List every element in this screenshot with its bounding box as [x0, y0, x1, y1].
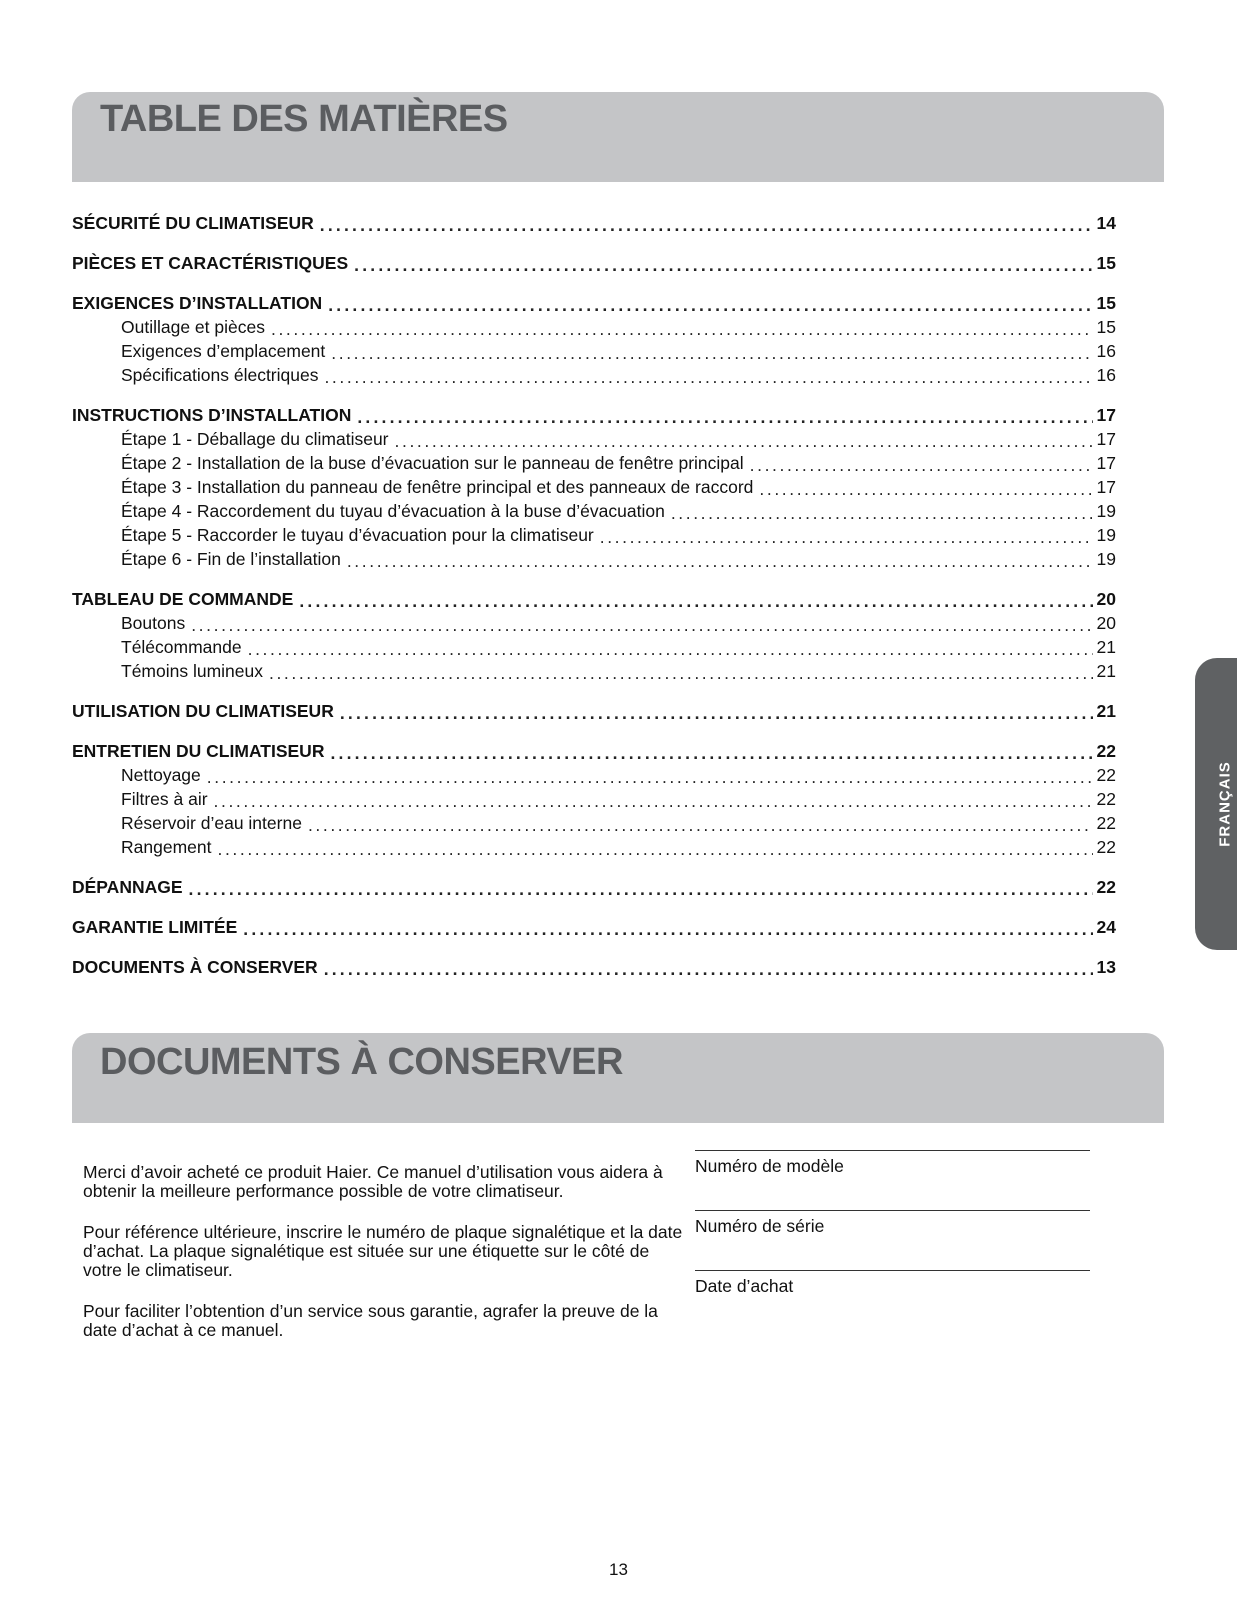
documents-paragraph-warranty: Pour faciliter l’obtention d’un service sous garantie, agrafer la preuve de la date d’achat à ce manuel.	[83, 1301, 658, 1340]
toc-subsection-entry[interactable]	[72, 500, 1116, 522]
model-number-field	[695, 1150, 1090, 1177]
toc-dot-leader	[357, 409, 1092, 427]
toc-dot-leader	[671, 505, 1093, 523]
toc-entry-page: 22	[1096, 741, 1116, 761]
toc-entry-label: INSTRUCTIONS D’INSTALLATION	[72, 405, 352, 425]
documents-title: DOCUMENTS À CONSERVER	[100, 1041, 623, 1083]
toc-subsection-entry[interactable]	[72, 788, 1116, 810]
toc-dot-leader	[207, 769, 1093, 787]
toc-dot-leader	[347, 553, 1093, 571]
toc-entry-page: 19	[1096, 549, 1116, 569]
toc-entry-label: Télécommande	[121, 637, 242, 657]
toc-dot-leader	[600, 529, 1093, 547]
toc-dot-leader	[340, 705, 1093, 723]
purchase-date-label: Date d’achat	[695, 1276, 794, 1296]
language-tab	[1195, 658, 1237, 950]
documents-body	[83, 1163, 683, 1362]
toc-entry-label: Étape 5 - Raccorder le tuyau d’évacuation pour la climatiseur	[121, 525, 594, 545]
toc-section-entry[interactable]	[72, 404, 1116, 426]
toc-entry-label: ENTRETIEN DU CLIMATISEUR	[72, 741, 325, 761]
toc-entry-label: Témoins lumineux	[121, 661, 263, 681]
toc-section-entry[interactable]	[72, 740, 1116, 762]
serial-number-line	[695, 1210, 1090, 1211]
toc-section-entry[interactable]	[72, 916, 1116, 938]
toc-subsection-entry[interactable]	[72, 452, 1116, 474]
toc-subsection-entry[interactable]	[72, 524, 1116, 546]
toc-subsection-entry[interactable]	[72, 612, 1116, 634]
toc-entry-page: 13	[1096, 957, 1116, 977]
toc-entry-label: DÉPANNAGE	[72, 877, 183, 897]
serial-number-field	[695, 1210, 1090, 1237]
toc-entry-label: Étape 1 - Déballage du climatiseur	[121, 429, 389, 449]
toc-entry-page: 20	[1096, 589, 1116, 609]
toc-entry-page: 16	[1096, 365, 1116, 385]
documents-paragraph-reference: Pour référence ultérieure, inscrire le numéro de plaque signalétique et la date d’achat. La plaque signalétique est située sur une étiquette sur le côté de votre le climatiseur.	[83, 1222, 683, 1280]
toc-subsection-entry[interactable]	[72, 636, 1116, 658]
toc-entry-page: 20	[1096, 613, 1116, 633]
toc-title: TABLE DES MATIÈRES	[100, 98, 508, 140]
toc-entry-page: 17	[1096, 429, 1116, 449]
documents-header	[72, 1033, 1164, 1123]
toc-section-entry[interactable]	[72, 700, 1116, 722]
purchase-date-line	[695, 1270, 1090, 1271]
toc-subsection-entry[interactable]	[72, 476, 1116, 498]
toc-dot-leader	[331, 345, 1092, 363]
toc-entry-page: 16	[1096, 341, 1116, 361]
toc-dot-leader	[189, 881, 1093, 899]
toc-entry-page: 22	[1096, 765, 1116, 785]
toc-dot-leader	[269, 665, 1093, 683]
toc-entry-label: Boutons	[121, 613, 186, 633]
toc-entry-label: Exigences d’emplacement	[121, 341, 326, 361]
purchase-date-field	[695, 1270, 1090, 1297]
toc-entry-label: TABLEAU DE COMMANDE	[72, 589, 294, 609]
model-number-line	[695, 1150, 1090, 1151]
toc-entry-page: 21	[1096, 637, 1116, 657]
toc-dot-leader	[324, 961, 1093, 979]
toc-entry-page: 15	[1096, 293, 1116, 313]
toc-entry-label: EXIGENCES D’INSTALLATION	[72, 293, 323, 313]
toc-entry-label: Spécifications électriques	[121, 365, 319, 385]
toc-subsection-entry[interactable]	[72, 836, 1116, 858]
toc-entry-page: 14	[1096, 213, 1116, 233]
toc-entry-label: UTILISATION DU CLIMATISEUR	[72, 701, 334, 721]
toc-entry-label: Étape 2 - Installation de la buse d’évacuation sur le panneau de fenêtre principal	[121, 453, 744, 473]
model-number-label: Numéro de modèle	[695, 1156, 844, 1176]
toc-entry-label: Réservoir d’eau interne	[121, 813, 302, 833]
toc-dot-leader	[759, 481, 1092, 499]
toc-entry-page: 17	[1096, 405, 1116, 425]
language-tab-label: FRANÇAIS	[1216, 761, 1234, 847]
toc-entry-label: PIÈCES ET CARACTÉRISTIQUES	[72, 253, 349, 273]
toc-subsection-entry[interactable]	[72, 660, 1116, 682]
toc-subsection-entry[interactable]	[72, 812, 1116, 834]
toc-dot-leader	[248, 641, 1093, 659]
toc-entry-page: 22	[1096, 813, 1116, 833]
toc-entry-page: 21	[1096, 701, 1116, 721]
toc-section-entry[interactable]	[72, 292, 1116, 314]
toc-entry-label: GARANTIE LIMITÉE	[72, 917, 238, 937]
serial-number-label: Numéro de série	[695, 1216, 825, 1236]
toc-entry-label: DOCUMENTS À CONSERVER	[72, 957, 318, 977]
toc-entry-label: Étape 3 - Installation du panneau de fenêtre principal et des panneaux de raccord	[121, 477, 754, 497]
toc-entry-label: Étape 6 - Fin de l’installation	[121, 549, 341, 569]
toc-subsection-entry[interactable]	[72, 340, 1116, 362]
toc-entry-label: Rangement	[121, 837, 212, 857]
toc-dot-leader	[214, 793, 1093, 811]
toc-header	[72, 92, 1164, 182]
toc-dot-leader	[217, 841, 1092, 859]
toc-dot-leader	[320, 217, 1093, 235]
toc-entry-page: 22	[1096, 789, 1116, 809]
toc-entry-page: 17	[1096, 453, 1116, 473]
toc-subsection-entry[interactable]	[72, 428, 1116, 450]
toc-entry-label: Étape 4 - Raccordement du tuyau d’évacuation à la buse d’évacuation	[121, 501, 665, 521]
toc-section-entry[interactable]	[72, 876, 1116, 898]
toc-dot-leader	[308, 817, 1093, 835]
page-number: 13	[609, 1560, 628, 1579]
toc-entry-page: 19	[1096, 525, 1116, 545]
toc-entry-label: Nettoyage	[121, 765, 201, 785]
toc-entry-page: 15	[1096, 317, 1116, 337]
toc-dot-leader	[330, 745, 1092, 763]
toc-subsection-entry[interactable]	[72, 548, 1116, 570]
toc-dot-leader	[328, 297, 1092, 315]
toc-subsection-entry[interactable]	[72, 316, 1116, 338]
toc-entry-page: 22	[1096, 837, 1116, 857]
toc-section-entry[interactable]	[72, 956, 1116, 978]
toc-dot-leader	[191, 617, 1092, 635]
toc-entry-page: 15	[1096, 253, 1116, 273]
toc-section-entry[interactable]	[72, 212, 1116, 234]
documents-paragraph-thanks: Merci d’avoir acheté ce produit Haier. Ce manuel d’utilisation vous aidera à obtenir la meilleure performance possible de votre climatiseur.	[83, 1162, 663, 1201]
toc-dot-leader	[750, 457, 1093, 475]
toc-entry-page: 17	[1096, 477, 1116, 497]
toc-entry-label: SÉCURITÉ DU CLIMATISEUR	[72, 213, 314, 233]
toc-dot-leader	[324, 369, 1092, 387]
toc-entry-label: Filtres à air	[121, 789, 208, 809]
toc-entry-page: 21	[1096, 661, 1116, 681]
toc-dot-leader	[243, 921, 1092, 939]
toc-dot-leader	[271, 321, 1093, 339]
toc-dot-leader	[354, 257, 1092, 275]
toc-entry-page: 24	[1096, 917, 1116, 937]
toc-section-entry[interactable]	[72, 588, 1116, 610]
toc-entry-page: 22	[1096, 877, 1116, 897]
toc-section-entry[interactable]	[72, 252, 1116, 274]
toc-subsection-entry[interactable]	[72, 364, 1116, 386]
toc-subsection-entry[interactable]	[72, 764, 1116, 786]
toc-dot-leader	[299, 593, 1092, 611]
toc-entry-page: 19	[1096, 501, 1116, 521]
toc-entry-label: Outillage et pièces	[121, 317, 265, 337]
toc-dot-leader	[395, 433, 1093, 451]
